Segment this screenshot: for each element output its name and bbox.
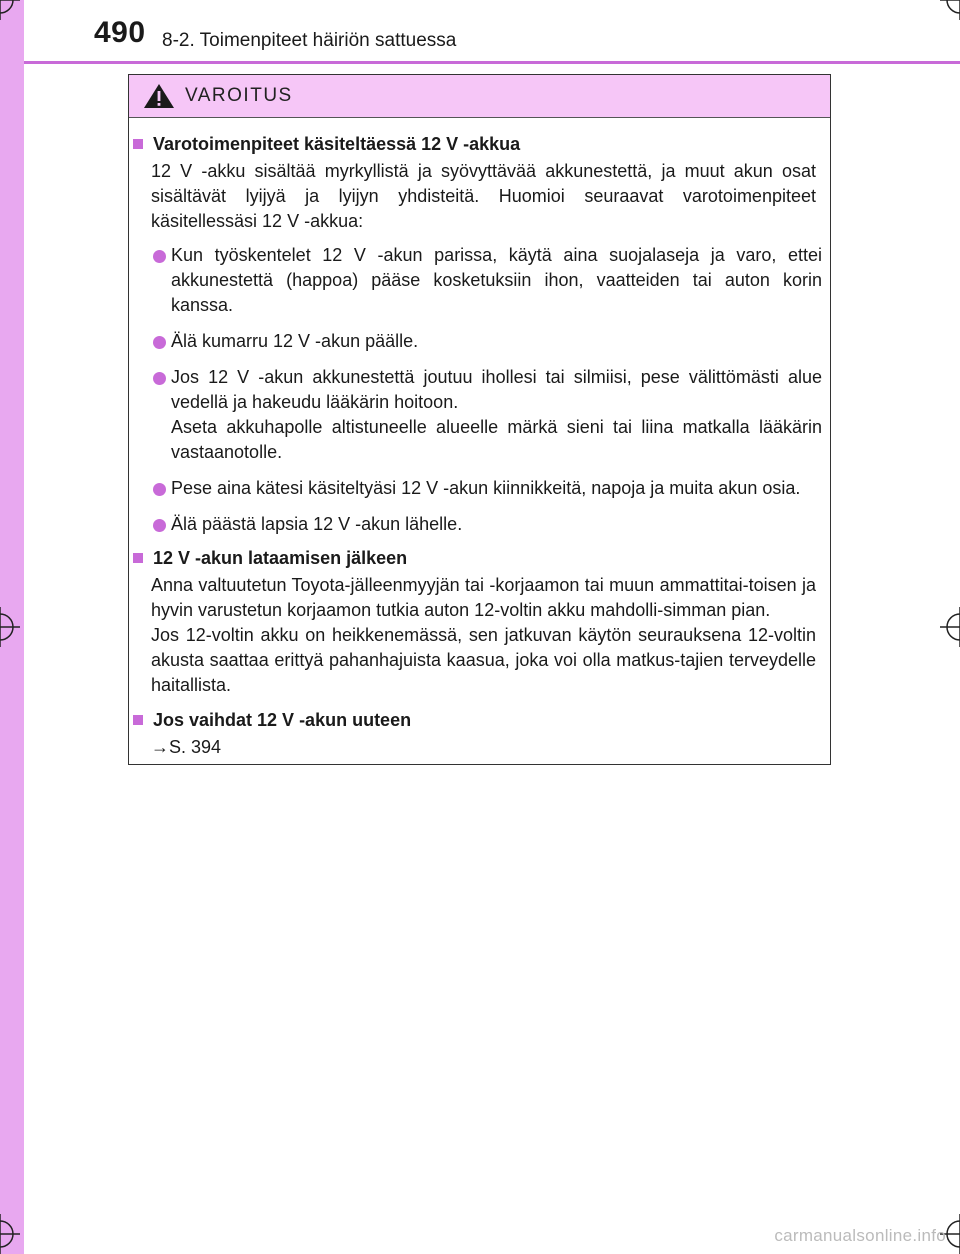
list-item: Älä päästä lapsia 12 V -akun lähelle. [151, 512, 822, 537]
warning-label: VAROITUS [185, 85, 293, 106]
page-number: 490 [94, 16, 146, 49]
list-item: Älä kumarru 12 V -akun päälle. [151, 329, 822, 354]
registration-mark-icon [940, 0, 960, 20]
list-item: Pese aina kätesi käsiteltyäsi 12 V -akun kiinnikkeitä, napoja ja muita akun osia. [151, 476, 822, 501]
square-bullet-icon [133, 715, 143, 725]
section-heading: Jos vaihdat 12 V -akun uuteen [129, 707, 830, 733]
square-bullet-icon [133, 553, 143, 563]
circle-bullet-icon [153, 372, 166, 385]
registration-mark-icon [940, 607, 960, 647]
registration-mark-icon [0, 1214, 20, 1254]
page-reference: →S. 394 [151, 737, 222, 757]
section-title: 8-2. Toimenpiteet häiriön sattuessa [162, 30, 457, 51]
paragraph: Anna valtuutetun Toyota-jälleenmyyjän tai -korjaamon tai muun ammattitai-toisen ja hyvin varustetun korjaamon tutkia auton 12-voltin akku mahdolli-simman pian. [151, 575, 816, 620]
list-item: Jos 12 V -akun akkunestettä joutuu ihollesi tai silmiisi, pese välittömästi alue vedellä ja hakeudu lääkärin hoitoon. Aseta akkuhapolle altistuneelle alueelle märkä sieni tai liina matkalla lääkärin vastaanotolle. [151, 365, 822, 465]
section-heading: Varotoimenpiteet käsiteltäessä 12 V -akkua [129, 131, 830, 157]
list-item: Kun työskentelet 12 V -akun parissa, käytä aina suojalaseja ja varo, ettei akkunestettä (happoa) pääse kosketuksiin ihon, vaatteiden tai auton korin kanssa. [151, 243, 822, 318]
warning-content [129, 131, 830, 769]
warning-box [128, 74, 831, 765]
circle-bullet-icon [153, 519, 166, 532]
circle-bullet-icon [153, 250, 166, 263]
circle-bullet-icon [153, 483, 166, 496]
section-heading: 12 V -akun lataamisen jälkeen [129, 545, 830, 571]
header-rule [24, 61, 960, 64]
registration-mark-icon [0, 607, 20, 647]
warning-header [129, 75, 830, 118]
watermark: carmanualsonline.info [774, 1226, 946, 1245]
registration-mark-icon [0, 0, 20, 20]
circle-bullet-icon [153, 336, 166, 349]
square-bullet-icon [133, 139, 143, 149]
paragraph: 12 V -akku sisältää myrkyllistä ja syövyttävää akkunestettä, ja muut akun osat sisältävät lyijyä ja lyijyn yhdisteitä. Huomioi seuraavat varotoimenpiteet käsitellessäsi 12 V -akkua: [151, 161, 816, 231]
warning-triangle-icon [143, 83, 175, 109]
paragraph: Jos 12-voltin akku on heikkenemässä, sen jatkuvan käytön seurauksena 12-voltin akusta saattaa erittyä pahanhajuista kaasua, joka voi olla matkus-tajien terveydelle haitallista. [151, 625, 816, 695]
